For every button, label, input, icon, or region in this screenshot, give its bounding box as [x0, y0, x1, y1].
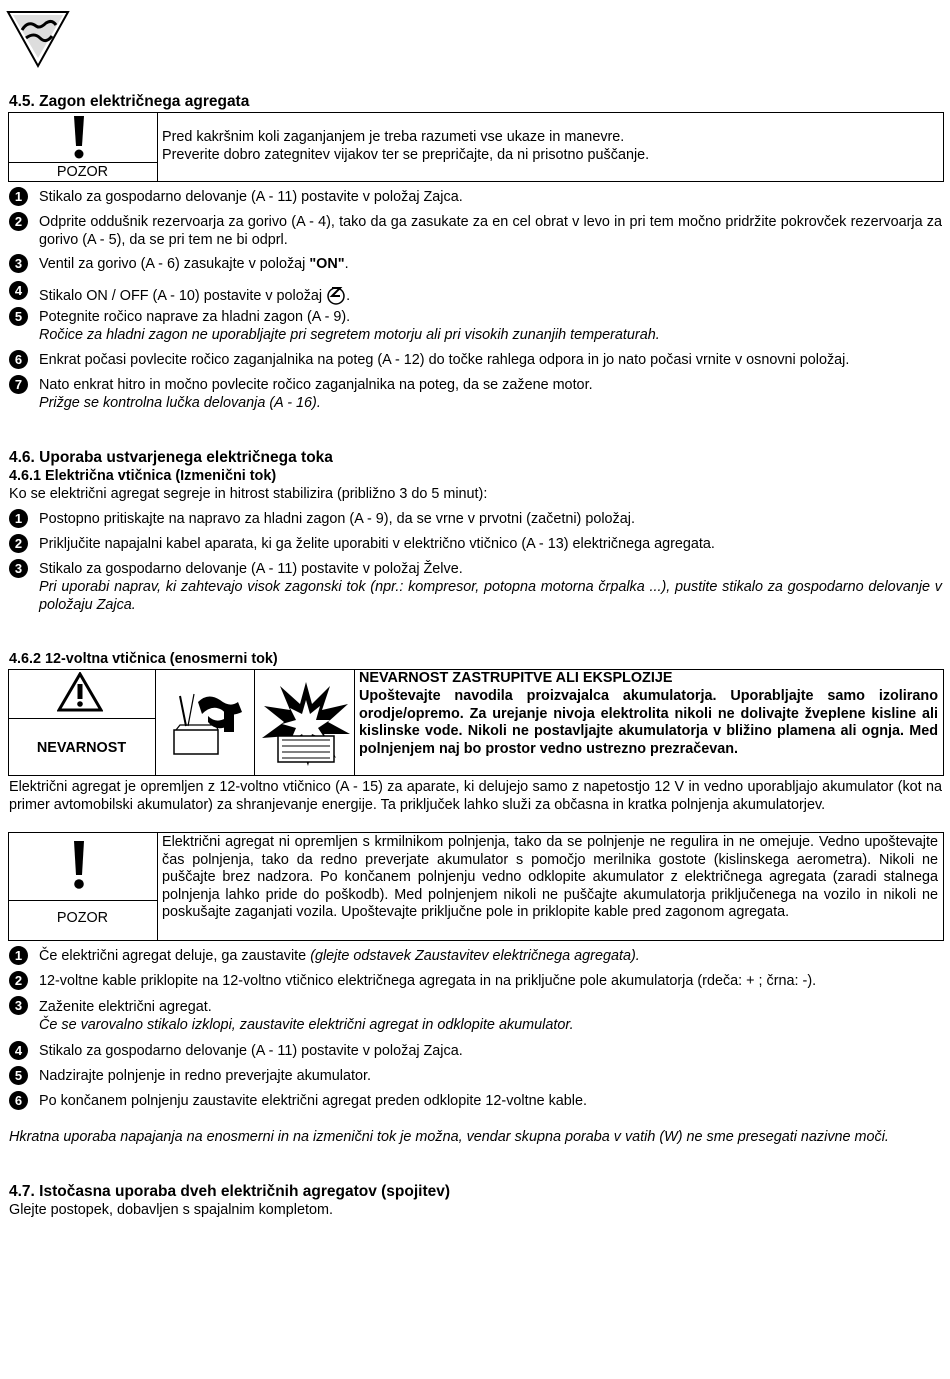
step-note: Ročice za hladni zagon ne uporabljajte pri segretem motorju ali pri visokih zunanjih temperaturah.: [39, 327, 660, 343]
section-4-6-title: 4.6. Uporaba ustvarjenega električnega toka: [9, 449, 333, 466]
step-text: Enkrat počasi povlecite ročico zaganjalnika na poteg (A - 12) do točke rahlega odpora in jo nato počasi vrnite v osnovni položaj.: [39, 352, 850, 368]
warning-text-2: Preverite dobro zategnitev vijakov ter se prepričajte, da ni prisotno puščanje.: [162, 147, 650, 163]
brand-logo-icon: [6, 8, 70, 70]
section-4-6-1-title: 4.6.1 Električna vtičnica (Izmenični tok): [9, 468, 277, 484]
step-number: 5: [9, 307, 28, 326]
section-4-6-2-title: 4.6.2 12-voltna vtičnica (enosmerni tok): [9, 651, 278, 667]
step-text: Stikalo za gospodarno delovanje (A - 11) postavite v položaj Želve.: [39, 561, 463, 577]
final-note: Hkratna uporaba napajanja na enosmerni in na izmenični tok je možna, vendar skupna poraba v vatih (W) ne sme presegati nazivne moči.: [9, 1129, 889, 1145]
step-number: 1: [9, 946, 28, 965]
step-text: Potegnite ročico naprave za hladni zagon (A - 9).: [39, 309, 351, 325]
step-number: 3: [9, 996, 28, 1015]
section-4-7-text: Glejte postopek, dobavljen s spajalnim kompletom.: [9, 1202, 333, 1218]
step-number: 3: [9, 254, 28, 273]
step-note: Če se varovalno stikalo izklopi, zaustavite električni agregat in odklopite akumulator.: [39, 1017, 574, 1033]
danger-heading: NEVARNOST ZASTRUPITVE ALI EKSPLOZIJE: [359, 670, 673, 686]
warning-text-1: Pred kakršnim koli zaganjanjem je treba razumeti vse ukaze in manevre.: [162, 129, 625, 145]
warning-label: POZOR: [56, 910, 109, 926]
step-number: 4: [9, 1041, 28, 1060]
step-text: Postopno pritiskajte na napravo za hladni zagon (A - 9), da se vrne v prvotni (začetni) položaj.: [39, 511, 635, 527]
step-number: 4: [9, 281, 28, 300]
step-text: Stikalo za gospodarno delovanje (A - 11) postavite v položaj Zajca.: [39, 1043, 463, 1059]
step-text: Priključite napajalni kabel aparata, ki ga želite uporabiti v električno vtičnico (A - 13) električnega agregata.: [39, 536, 715, 552]
step-note: Pri uporabi naprav, ki zahtevajo visok zagonski tok (npr.: kompresor, potopna motorna črpalka ...), pustite stikalo za gospodarno delovanje v položaju Zajca.: [39, 579, 942, 613]
warning-text: Električni agregat ni opremljen s krmilnikom polnjenja, tako da se polnjenje ne regulira in ne omejuje. Vedno upoštevajte čas polnjenja, tako da redno preverjate akumulator s pomočjo merilnika gostote (kislinskega aerometra). Nikoli ne puščajte brez nadzora. Po končanem polnjenju vedno odklopite akumulator z električnega agregata (zaradi stalnega polnjenja lahko pride do poškodb). Med polnjenjem nikoli ne puščajte akumulatorja priključenega na vozilo in nikoli ne poskušajte zaganjati vozila. Upoštevajte priključne pole in priklopite kable pred zagonom agregata.: [162, 834, 938, 920]
exclamation-icon: [72, 115, 82, 165]
step-number: 7: [9, 375, 28, 394]
step-text: Nato enkrat hitro in močno povlecite ročico zaganjalnika na poteg, da se zažene motor.: [39, 377, 593, 393]
step-number: 6: [9, 350, 28, 369]
step-number: 1: [9, 509, 28, 528]
turtle-icon: [326, 284, 346, 312]
explosion-icon: [260, 678, 352, 776]
warning-label: POZOR: [56, 164, 109, 180]
step-number: 2: [9, 534, 28, 553]
exclamation-icon: [72, 840, 82, 896]
danger-label: NEVARNOST: [36, 740, 127, 756]
step-text: Po končanem polnjenju zaustavite električni agregat preden odklopite 12-voltne kable.: [39, 1093, 587, 1109]
step-number: 5: [9, 1066, 28, 1085]
section-4-7-title: 4.7. Istočasna uporaba dveh električnih agregatov (spojitev): [9, 1183, 451, 1200]
step-number: 1: [9, 187, 28, 206]
step-text: 12-voltne kable priklopite na 12-voltno vtičnico električnega agregata in na priključne pole akumulatorja (rdeča: + ; črna: -).: [39, 973, 817, 989]
step-number: 2: [9, 971, 28, 990]
step-text: Če električni agregat deluje, ga zaustavite (glejte odstavek Zaustavitev električnega agregata).: [39, 948, 640, 964]
step-text: Stikalo za gospodarno delovanje (A - 11) postavite v položaj Zajca.: [39, 189, 463, 205]
step-text: Stikalo ON / OFF (A - 10) postavite v položaj .: [39, 284, 942, 312]
step-number: 6: [9, 1091, 28, 1110]
warning-triangle-icon: [57, 672, 103, 718]
paragraph: Električni agregat je opremljen z 12-voltno vtičnico (A - 15) za aparate, ki delujejo samo z napetostjo 12 V in vedno uporabljajo akumulator (kot na primer avtomobilski akumulator) za shranjevanje energije. Ta priključek lahko služi za občasna in kratka polnjenja akumulatorjev.: [9, 779, 942, 813]
step-number: 2: [9, 212, 28, 231]
step-number: 3: [9, 559, 28, 578]
danger-text: Upoštevajte navodila proizvajalca akumulatorja. Uporabljajte samo izolirano orodje/opremo. Za urejanje nivoja elektrolita nikoli ne dolivajte žveplene kisline ali kislinske vode. Nikoli ne postavljajte akumulatorja v bližino plamena ali ognja. Med polnjenjem naj bo prostor vedno ustrezno prezračevan.: [359, 688, 938, 757]
step-text: Ventil za gorivo (A - 6) zasukajte v položaj "ON".: [39, 256, 349, 272]
step-text: Nadzirajte polnjenje in redno preverjajte akumulator.: [39, 1068, 371, 1084]
section-4-5-title: 4.5. Zagon električnega agregata: [9, 93, 250, 110]
battery-acid-icon: [168, 690, 244, 768]
step-text: Zaženite električni agregat.: [39, 999, 212, 1015]
step-text: Odprite oddušnik rezervoarja za gorivo (A - 4), tako da ga zasukate za en cel obrat v levo in pri tem močno pridržite pokrovček rezervoarja za gorivo (A - 5), da se pri tem ne bi odprl.: [39, 214, 942, 248]
step-note: Prižge se kontrolna lučka delovanja (A - 16).: [39, 395, 321, 411]
section-4-6-1-intro: Ko se električni agregat segreje in hitrost stabilizira (približno 3 do 5 minut):: [9, 486, 488, 502]
